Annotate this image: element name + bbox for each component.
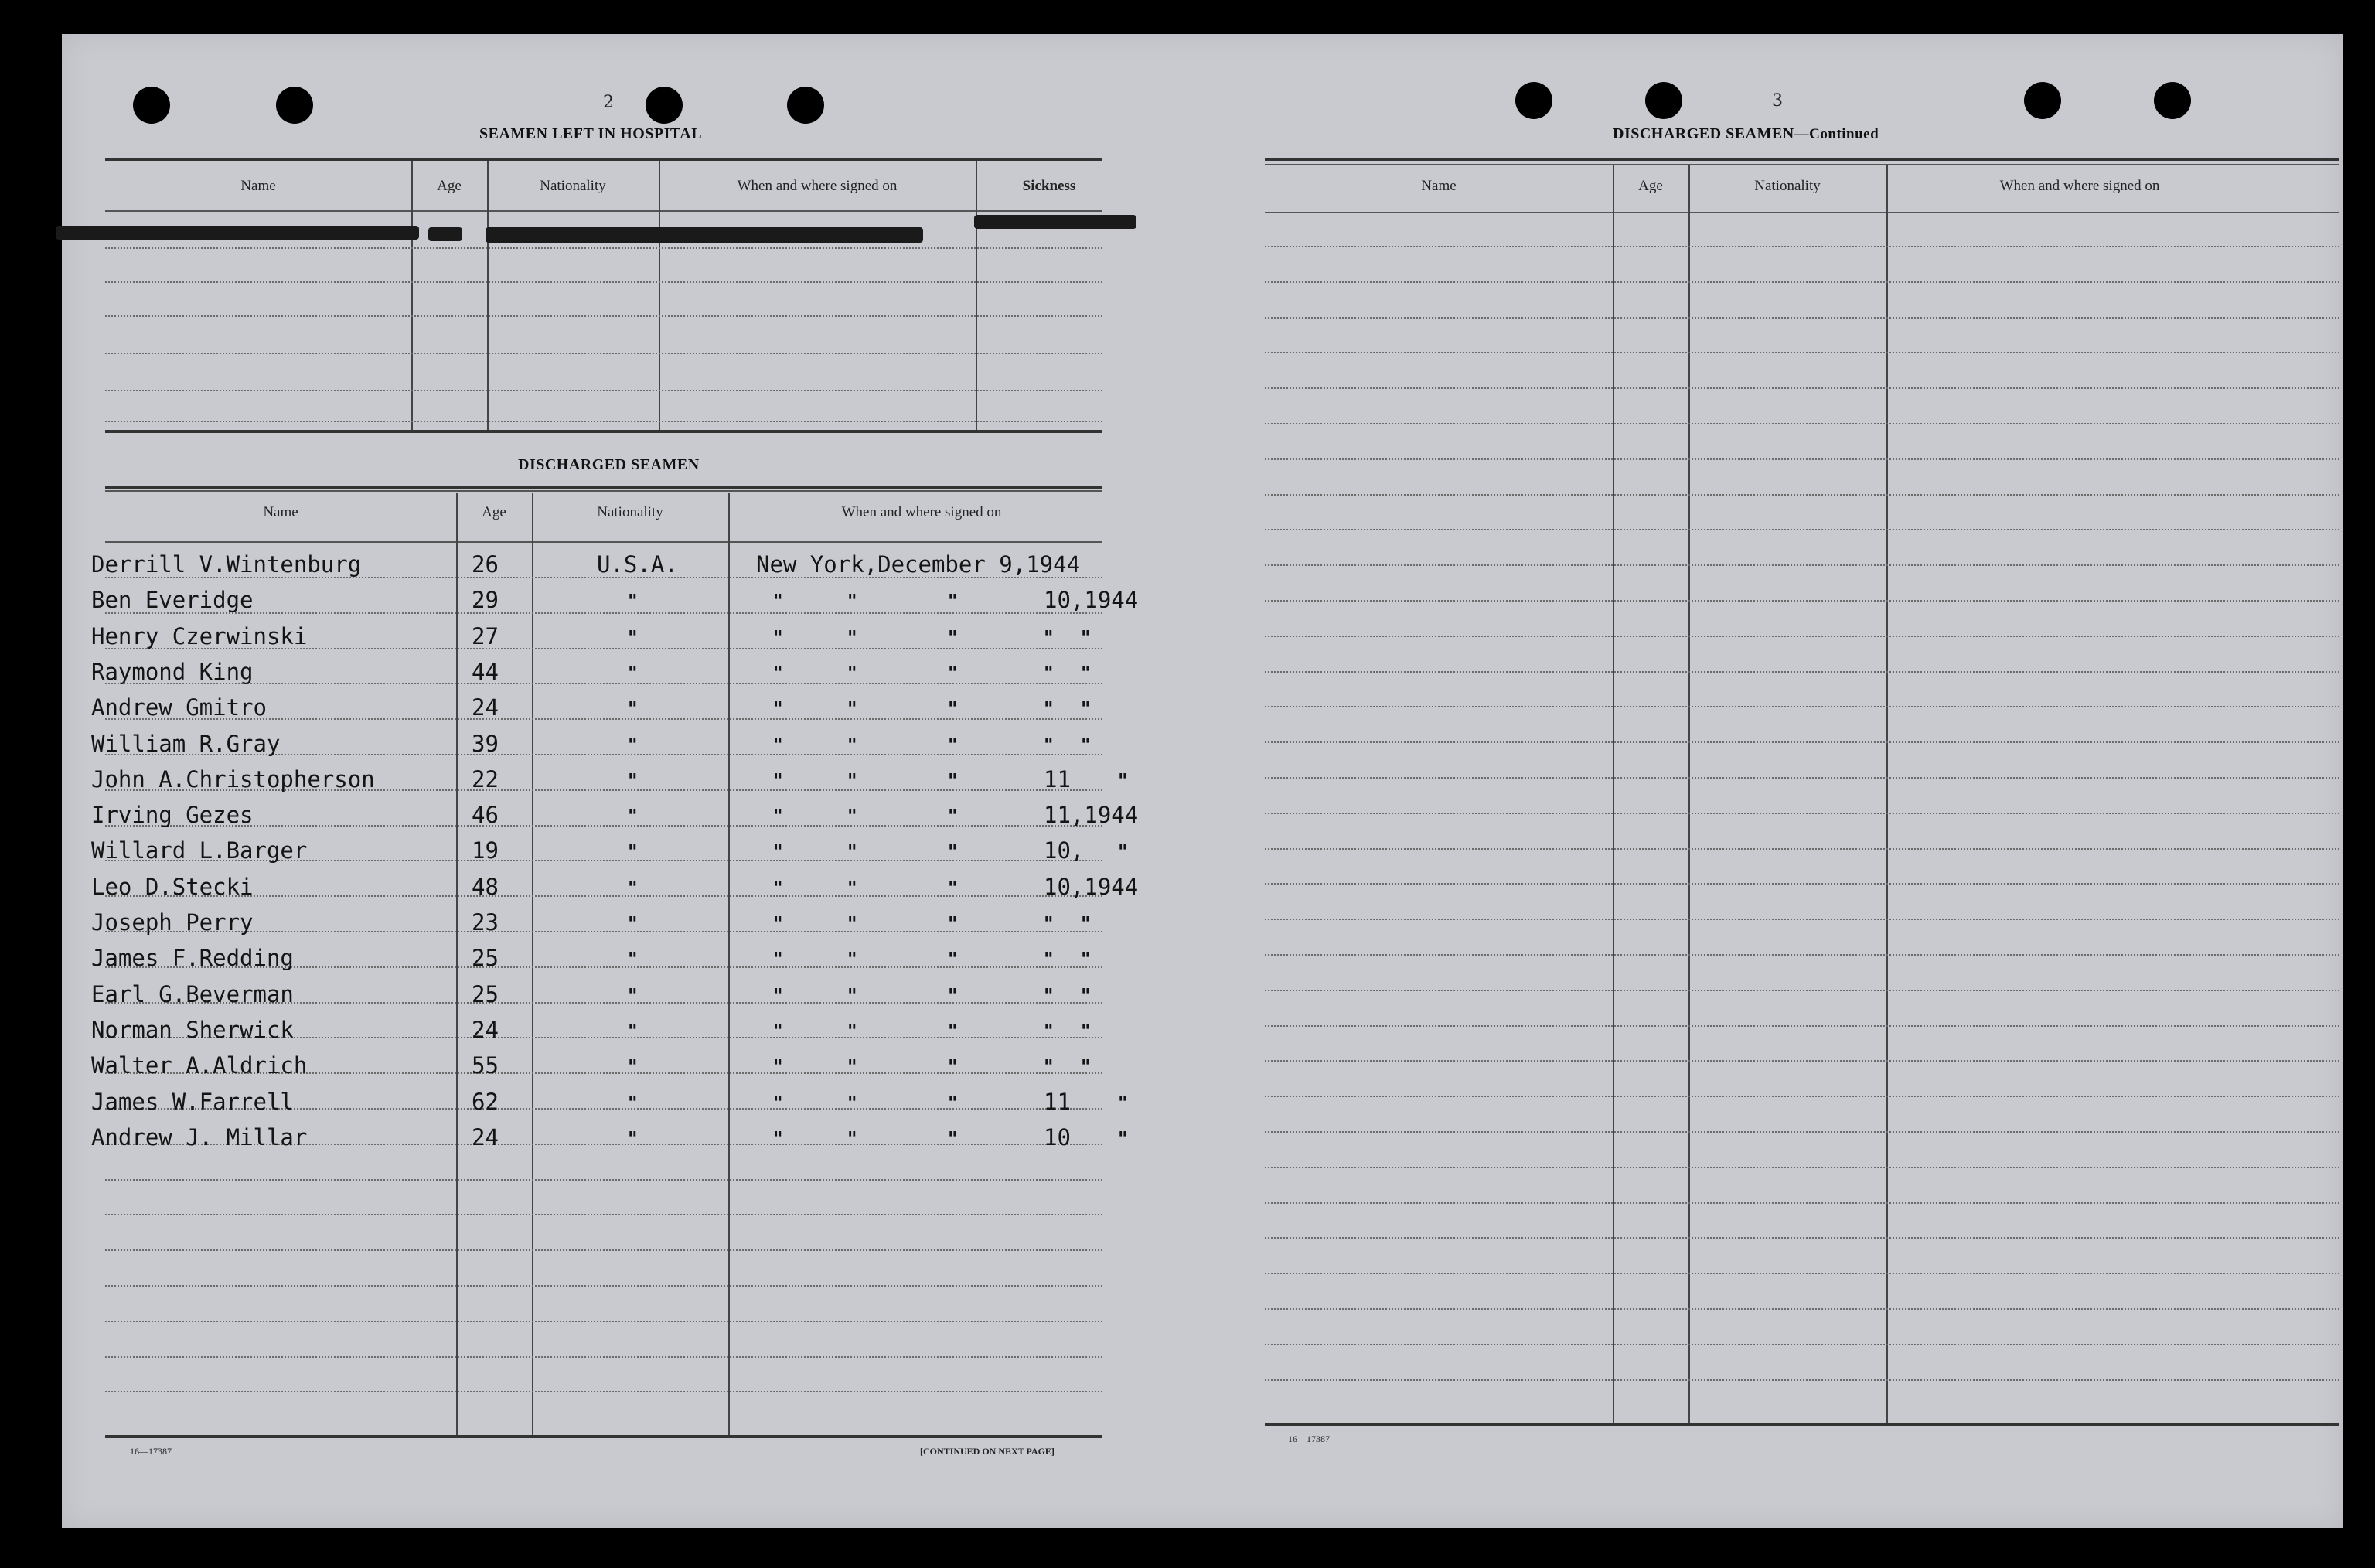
ditto-mark: ": [847, 590, 857, 613]
row-rule: [105, 390, 1102, 391]
row-rule: [1265, 1308, 2339, 1310]
signed-on-date: 10: [1044, 1123, 1071, 1150]
ditto-mark: ": [847, 876, 857, 899]
rule: [105, 490, 1102, 492]
seaman-name: Irving Gezes: [91, 802, 254, 829]
ditto-mark: ": [948, 661, 958, 684]
row-rule: [1265, 706, 2339, 707]
row-rule: [1265, 1096, 2339, 1097]
seaman-age: 44: [472, 658, 499, 685]
ditto-mark: ": [773, 697, 783, 721]
row-rule: [1265, 883, 2339, 885]
ditto-mark: ": [847, 697, 857, 721]
redaction-age: [428, 227, 462, 241]
ditto-mark: ": [948, 1055, 958, 1079]
rule: [105, 1435, 1102, 1438]
ditto-mark: ": [1044, 1055, 1054, 1079]
document-sheet: [62, 34, 2343, 1528]
ditto-mark: ": [773, 948, 783, 971]
right-section-title: [1613, 125, 1879, 143]
rule: [105, 486, 1102, 489]
seaman-name: William R.Gray: [91, 730, 281, 757]
row-rule: [1265, 848, 2339, 850]
row-rule: [105, 1179, 1102, 1181]
right-col-nationality: Nationality: [1754, 178, 1821, 194]
ditto-mark: ": [1044, 697, 1054, 721]
seaman-nationality: U.S.A.: [597, 551, 678, 578]
ditto-mark: ": [628, 912, 638, 935]
ditto-mark: ": [1081, 625, 1091, 649]
discharged-section-title: DISCHARGED SEAMEN: [518, 456, 700, 473]
row-rule: [1265, 352, 2339, 353]
row-rule: [105, 315, 1102, 317]
row-rule: [105, 353, 1102, 354]
ditto-mark: ": [948, 876, 958, 899]
ditto-mark: ": [773, 733, 783, 756]
ditto-mark: ": [628, 697, 638, 721]
row-rule: [1265, 1060, 2339, 1062]
right-col-name: Name: [1421, 178, 1457, 194]
row-rule: [105, 1249, 1102, 1251]
right-col-signed-on: When and where signed on: [1999, 178, 2160, 194]
column-divider: [1613, 165, 1614, 1423]
ditto-mark: ": [773, 983, 783, 1007]
seaman-name: Ben Everidge: [91, 587, 254, 614]
right-title-continued: —Continued: [1794, 126, 1879, 142]
punch-hole: [1645, 82, 1682, 119]
ditto-mark: ": [773, 840, 783, 864]
continued-note: [CONTINUED ON NEXT PAGE]: [920, 1446, 1055, 1457]
ditto-mark: ": [948, 625, 958, 649]
column-divider: [532, 493, 533, 1435]
ditto-mark: ": [773, 769, 783, 792]
seaman-name: Raymond King: [91, 658, 254, 685]
seaman-age: 19: [472, 837, 499, 864]
ditto-mark: ": [1081, 983, 1091, 1007]
ditto-mark: ": [847, 948, 857, 971]
signed-on-date: 11,1944: [1044, 802, 1139, 829]
rule: [105, 430, 1102, 433]
form-number-left: 16—17387: [130, 1446, 172, 1457]
ditto-mark: ": [1044, 948, 1054, 971]
seaman-age: 24: [472, 1123, 499, 1150]
ditto-mark: ": [1118, 1091, 1128, 1114]
ditto-mark: ": [628, 769, 638, 792]
punch-hole: [276, 87, 313, 124]
seaman-age: 23: [472, 909, 499, 936]
punch-hole: [2024, 82, 2061, 119]
ditto-mark: ": [1081, 697, 1091, 721]
ditto-mark: ": [847, 661, 857, 684]
ditto-mark: ": [628, 590, 638, 613]
ditto-mark: ": [847, 1055, 857, 1079]
seaman-name: Andrew J. Millar: [91, 1123, 308, 1150]
rule: [105, 210, 1102, 212]
ditto-mark: ": [1081, 733, 1091, 756]
row-rule: [1265, 564, 2339, 566]
ditto-mark: ": [628, 1127, 638, 1150]
row-rule: [1265, 1344, 2339, 1345]
row-rule: [1265, 1237, 2339, 1239]
row-rule: [1265, 246, 2339, 247]
discharged-col-age: Age: [482, 504, 506, 520]
ditto-mark: ": [847, 733, 857, 756]
row-rule: [105, 281, 1102, 283]
ditto-mark: ": [948, 948, 958, 971]
punch-hole: [133, 87, 170, 124]
ditto-mark: ": [1081, 912, 1091, 935]
hospital-col-nationality: Nationality: [540, 178, 606, 194]
rule: [1265, 1423, 2339, 1426]
seaman-name: Earl G.Beverman: [91, 980, 294, 1007]
hospital-section-title: SEAMEN LEFT IN HOSPITAL: [479, 125, 703, 142]
row-rule: [105, 1356, 1102, 1358]
column-divider: [456, 493, 458, 1435]
seaman-name: Walter A.Aldrich: [91, 1052, 308, 1079]
row-rule: [1265, 1167, 2339, 1168]
ditto-mark: ": [628, 1091, 638, 1114]
seaman-age: 26: [472, 551, 499, 578]
column-divider: [1688, 165, 1690, 1423]
seaman-age: 24: [472, 1016, 499, 1043]
seaman-age: 39: [472, 730, 499, 757]
ditto-mark: ": [628, 876, 638, 899]
rule: [1265, 212, 2339, 213]
punch-hole: [1515, 82, 1552, 119]
row-rule: [1265, 1202, 2339, 1204]
row-rule: [105, 612, 1102, 614]
row-rule: [105, 1391, 1102, 1392]
ditto-mark: ": [948, 1019, 958, 1042]
form-number-right: 16—17387: [1288, 1433, 1330, 1444]
ditto-mark: ": [773, 590, 783, 613]
row-rule: [1265, 281, 2339, 283]
ditto-mark: ": [1118, 1127, 1128, 1150]
row-rule: [105, 1285, 1102, 1287]
ditto-mark: ": [948, 1091, 958, 1114]
row-rule: [1265, 1131, 2339, 1133]
ditto-mark: ": [1044, 625, 1054, 649]
ditto-mark: ": [948, 590, 958, 613]
redaction-sickness: [974, 215, 1136, 229]
ditto-mark: ": [847, 840, 857, 864]
row-rule: [1265, 494, 2339, 496]
ditto-mark: ": [773, 1019, 783, 1042]
signed-on-date: 11: [1044, 765, 1071, 793]
ditto-mark: ": [628, 983, 638, 1007]
row-rule: [105, 421, 1102, 422]
ditto-mark: ": [1118, 840, 1128, 864]
ditto-mark: ": [948, 805, 958, 828]
ditto-mark: ": [1044, 733, 1054, 756]
seaman-age: 48: [472, 873, 499, 900]
ditto-mark: ": [1081, 1019, 1091, 1042]
redaction-name: [56, 226, 419, 240]
seaman-name: Andrew Gmitro: [91, 694, 267, 721]
row-rule: [1265, 777, 2339, 779]
seaman-age: 46: [472, 802, 499, 829]
row-rule: [1265, 423, 2339, 424]
seaman-name: John A.Christopherson: [91, 765, 375, 793]
punch-hole: [787, 87, 824, 124]
rule: [105, 541, 1102, 543]
seaman-name: Derrill V.Wintenburg: [91, 551, 362, 578]
ditto-mark: ": [773, 1127, 783, 1150]
seaman-age: 55: [472, 1052, 499, 1079]
ditto-mark: ": [948, 983, 958, 1007]
row-rule: [105, 1214, 1102, 1215]
column-divider: [728, 493, 730, 1435]
signed-on-date: 10,1944: [1044, 873, 1139, 900]
ditto-mark: ": [948, 769, 958, 792]
row-rule: [1265, 636, 2339, 637]
hospital-col-signed-on: When and where signed on: [737, 178, 898, 194]
row-rule: [1265, 317, 2339, 319]
ditto-mark: ": [773, 805, 783, 828]
ditto-mark: ": [948, 840, 958, 864]
seaman-age: 62: [472, 1088, 499, 1115]
row-rule: [1265, 1273, 2339, 1274]
ditto-mark: ": [948, 733, 958, 756]
ditto-mark: ": [1081, 948, 1091, 971]
ditto-mark: ": [628, 661, 638, 684]
ditto-mark: ": [847, 1091, 857, 1114]
signed-on-date: 11: [1044, 1088, 1071, 1115]
ditto-mark: ": [1081, 1055, 1091, 1079]
ditto-mark: ": [773, 912, 783, 935]
ditto-mark: ": [628, 1019, 638, 1042]
redaction-nationality-signed: [486, 227, 923, 243]
hospital-col-age: Age: [437, 178, 462, 194]
page-number-right: 3: [1772, 91, 1783, 111]
seaman-name: James F.Redding: [91, 945, 294, 972]
row-rule: [1265, 671, 2339, 673]
seaman-age: 24: [472, 694, 499, 721]
punch-hole: [646, 87, 683, 124]
ditto-mark: ": [1044, 1019, 1054, 1042]
seaman-name: Joseph Perry: [91, 909, 254, 936]
discharged-col-nationality: Nationality: [597, 504, 663, 520]
row-rule: [1265, 1379, 2339, 1381]
rule: [105, 158, 1102, 161]
ditto-mark: ": [847, 805, 857, 828]
row-rule: [105, 247, 1102, 249]
ditto-mark: ": [628, 805, 638, 828]
ditto-mark: ": [847, 769, 857, 792]
seaman-age: 25: [472, 945, 499, 972]
row-rule: [1265, 529, 2339, 530]
row-rule: [1265, 919, 2339, 920]
signed-on-date: 10,1944: [1044, 587, 1139, 614]
ditto-mark: ": [1081, 661, 1091, 684]
ditto-mark: ": [1044, 661, 1054, 684]
ditto-mark: ": [847, 1127, 857, 1150]
right-col-age: Age: [1638, 178, 1663, 194]
right-title-main: DISCHARGED SEAMEN: [1613, 125, 1794, 142]
seaman-age: 25: [472, 980, 499, 1007]
ditto-mark: ": [773, 876, 783, 899]
row-rule: [1265, 813, 2339, 814]
ditto-mark: ": [847, 1019, 857, 1042]
row-rule: [1265, 954, 2339, 956]
row-rule: [1265, 600, 2339, 602]
ditto-mark: ": [628, 733, 638, 756]
row-rule: [1265, 387, 2339, 389]
signed-on-date: 10,: [1044, 837, 1085, 864]
hospital-col-name: Name: [240, 178, 276, 194]
ditto-mark: ": [948, 1127, 958, 1150]
seaman-age: 29: [472, 587, 499, 614]
row-rule: [1265, 990, 2339, 991]
row-rule: [1265, 1025, 2339, 1027]
discharged-col-signed-on: When and where signed on: [841, 504, 1002, 520]
ditto-mark: ": [1118, 769, 1128, 792]
page-number-left: 2: [603, 93, 614, 112]
column-divider: [1886, 165, 1888, 1423]
seaman-age: 22: [472, 765, 499, 793]
seaman-age: 27: [472, 622, 499, 649]
ditto-mark: ": [773, 1055, 783, 1079]
ditto-mark: ": [773, 1091, 783, 1114]
hospital-col-sickness: Sickness: [1022, 178, 1076, 194]
rule: [1265, 164, 2339, 165]
punch-hole: [2154, 82, 2191, 119]
ditto-mark: ": [847, 983, 857, 1007]
seaman-name: James W.Farrell: [91, 1088, 294, 1115]
row-rule: [1265, 458, 2339, 460]
row-rule: [1265, 741, 2339, 743]
seaman-name: Henry Czerwinski: [91, 622, 308, 649]
discharged-col-name: Name: [263, 504, 298, 520]
ditto-mark: ": [1044, 983, 1054, 1007]
row-rule: [105, 1321, 1102, 1322]
signed-on: New York,December 9,1944: [756, 551, 1081, 578]
ditto-mark: ": [628, 840, 638, 864]
ditto-mark: ": [847, 912, 857, 935]
ditto-mark: ": [948, 697, 958, 721]
ditto-mark: ": [628, 1055, 638, 1079]
rule: [1265, 158, 2339, 161]
ditto-mark: ": [773, 661, 783, 684]
ditto-mark: ": [628, 625, 638, 649]
ditto-mark: ": [1044, 912, 1054, 935]
ditto-mark: ": [773, 625, 783, 649]
ditto-mark: ": [847, 625, 857, 649]
seaman-name: Leo D.Stecki: [91, 873, 254, 900]
seaman-name: Norman Sherwick: [91, 1016, 294, 1043]
ditto-mark: ": [628, 948, 638, 971]
ditto-mark: ": [948, 912, 958, 935]
seaman-name: Willard L.Barger: [91, 837, 308, 864]
